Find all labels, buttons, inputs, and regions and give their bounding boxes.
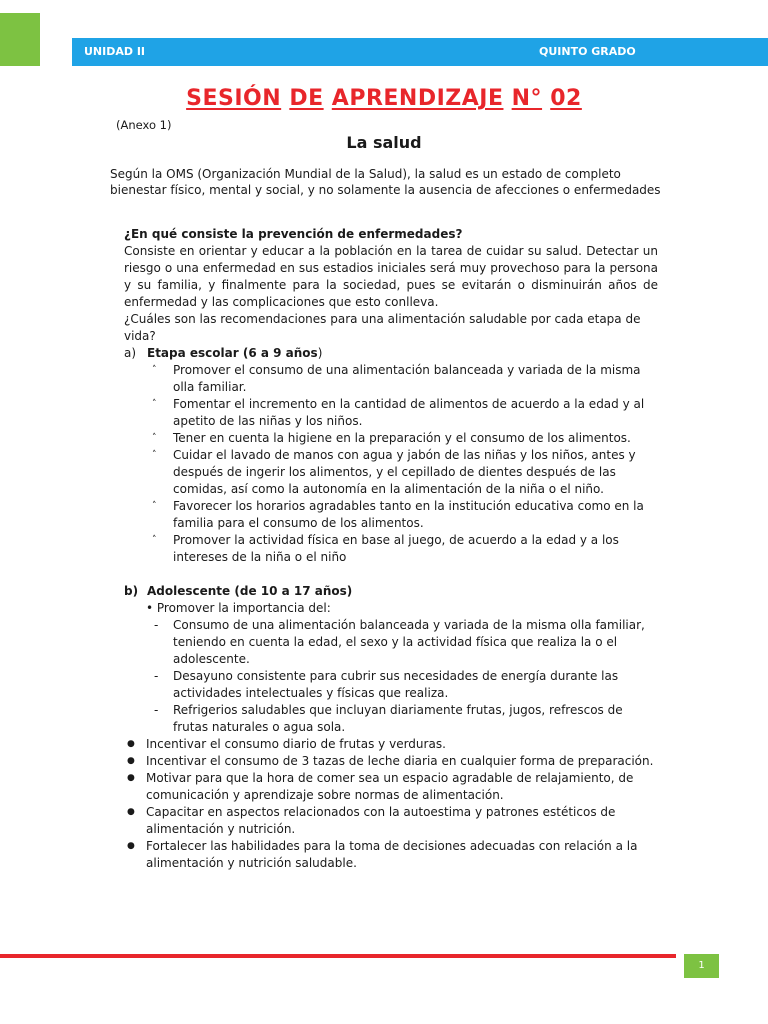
arrow-bullet-icon: ˄	[152, 535, 157, 545]
section-b-title: Adolescente (de 10 a 17 años)	[147, 584, 353, 598]
promote-line: • Promover la importancia del:	[146, 601, 331, 615]
list-item	[152, 362, 658, 396]
title-word: N°	[511, 86, 543, 111]
title-word: APRENDIZAJE	[331, 86, 504, 111]
list-item-text: Tener en cuenta la higiene en la preparación y el consumo de los alimentos.	[173, 431, 631, 445]
list-item	[127, 804, 658, 838]
main-content	[124, 226, 658, 872]
section-b-heading	[124, 583, 658, 600]
list-item	[152, 396, 658, 430]
dot-bullet-icon: ●	[127, 739, 135, 749]
spacer	[124, 566, 658, 583]
title-word: DE	[289, 86, 324, 111]
arrow-bullet-icon: ˄	[152, 501, 157, 511]
list-item	[152, 532, 658, 566]
title-word: SESIÓN	[186, 86, 282, 111]
dot-bullet-icon: ●	[127, 756, 135, 766]
dash-bullet-icon: -	[154, 669, 159, 683]
title-word: 02	[550, 86, 582, 111]
list-item-text: Promover el consumo de una alimentación balanceada y variada de la misma olla familiar.	[173, 363, 641, 394]
section-a-label: a)	[124, 346, 137, 360]
grade-label: QUINTO GRADO	[539, 45, 636, 58]
arrow-bullet-icon: ˄	[152, 433, 157, 443]
list-item-text: Promover la actividad física en base al juego, de acuerdo a la edad y a los intereses de la niña o el niño	[173, 533, 619, 564]
list-item	[152, 430, 658, 447]
question-prevention: ¿En qué consiste la prevención de enfermedades?	[124, 227, 463, 241]
section-a-heading	[124, 345, 658, 362]
footer-divider	[0, 954, 676, 958]
arrow-bullet-icon: ˄	[152, 450, 157, 460]
list-item-text: Desayuno consistente para cubrir sus necesidades de energía durante las actividades intelectuales y físicas que realiza.	[173, 669, 619, 700]
section-a-title: Etapa escolar (6 a 9 años	[147, 346, 318, 360]
list-item	[127, 770, 658, 804]
list-item	[152, 498, 658, 532]
list-item-text: Incentivar el consumo diario de frutas y verduras.	[146, 737, 446, 751]
green-corner-tab	[0, 13, 40, 66]
list-item	[154, 702, 658, 736]
list-item-text: Motivar para que la hora de comer sea un espacio agradable de relajamiento, de comunicación y aprendizaje sobre normas de alimentación.	[146, 771, 634, 802]
dot-bullet-icon: ●	[127, 773, 135, 783]
answer-prevention: Consiste en orientar y educar a la población en la tarea de cuidar su salud. Detectar un riesgo o una enfermedad en sus estadios iniciales será muy provechoso para la persona y su familia, y finalmente para la sociedad, pues se evitarán o disminuirán años de enfermedad y las complicaciones que esto conlleva.	[124, 244, 658, 309]
list-item-text: Refrigerios saludables que incluyan diariamente frutas, jugos, refrescos de frutas naturales o agua sola.	[173, 703, 623, 734]
list-item	[127, 736, 658, 753]
list-item-text: Incentivar el consumo de 3 tazas de leche diaria en cualquier forma de preparación.	[146, 754, 654, 768]
list-item-text: Favorecer los horarios agradables tanto en la institución educativa como en la familia para el consumo de los alimentos.	[173, 499, 644, 530]
list-item	[154, 668, 658, 702]
list-item	[127, 838, 658, 872]
list-item-text: Consumo de una alimentación balanceada y variada de la misma olla familiar, teniendo en cuenta la edad, el sexo y la actividad física que realiza la o el adolescente.	[173, 618, 645, 666]
arrow-bullet-icon: ˄	[152, 399, 157, 409]
list-item-text: Capacitar en aspectos relacionados con la autoestima y patrones estéticos de alimentación y nutrición.	[146, 805, 616, 836]
dash-bullet-icon: -	[154, 703, 159, 717]
section-b-dash-list	[124, 617, 658, 736]
section-a-close: )	[317, 346, 323, 360]
header-bar	[72, 38, 768, 66]
list-item	[127, 753, 658, 770]
list-item	[154, 617, 658, 668]
section-b-dot-list	[124, 736, 658, 872]
annex-label: (Anexo 1)	[116, 118, 172, 132]
dash-bullet-icon: -	[154, 618, 159, 632]
list-item	[152, 447, 658, 498]
list-item-text: Fomentar el incremento en la cantidad de alimentos de acuerdo a la edad y al apetito de las niñas y los niños.	[173, 397, 645, 428]
page-number: 1	[684, 954, 719, 978]
section-a-list	[124, 362, 658, 566]
subtitle: La salud	[346, 133, 422, 152]
arrow-bullet-icon: ˄	[152, 365, 157, 375]
page-title	[0, 86, 768, 111]
dot-bullet-icon: ●	[127, 807, 135, 817]
list-item-text: Fortalecer las habilidades para la toma de decisiones adecuadas con relación a la alimentación y nutrición saludable.	[146, 839, 638, 870]
intro-paragraph: Según la OMS (Organización Mundial de la Salud), la salud es un estado de completo bienestar físico, mental y social, y no solamente la ausencia de afecciones o enfermedades	[110, 167, 661, 197]
dot-bullet-icon: ●	[127, 841, 135, 851]
section-b-label: b)	[124, 584, 139, 598]
unit-label: UNIDAD II	[84, 45, 146, 58]
question-recommendations: ¿Cuáles son las recomendaciones para una alimentación saludable por cada etapa de vida?	[124, 312, 641, 343]
list-item-text: Cuidar el lavado de manos con agua y jabón de las niñas y los niños, antes y después de ingerir los alimentos, y el cepillado de dientes después de las comidas, así como la autonomía en la alimentación de la niña o el niño.	[173, 448, 636, 496]
